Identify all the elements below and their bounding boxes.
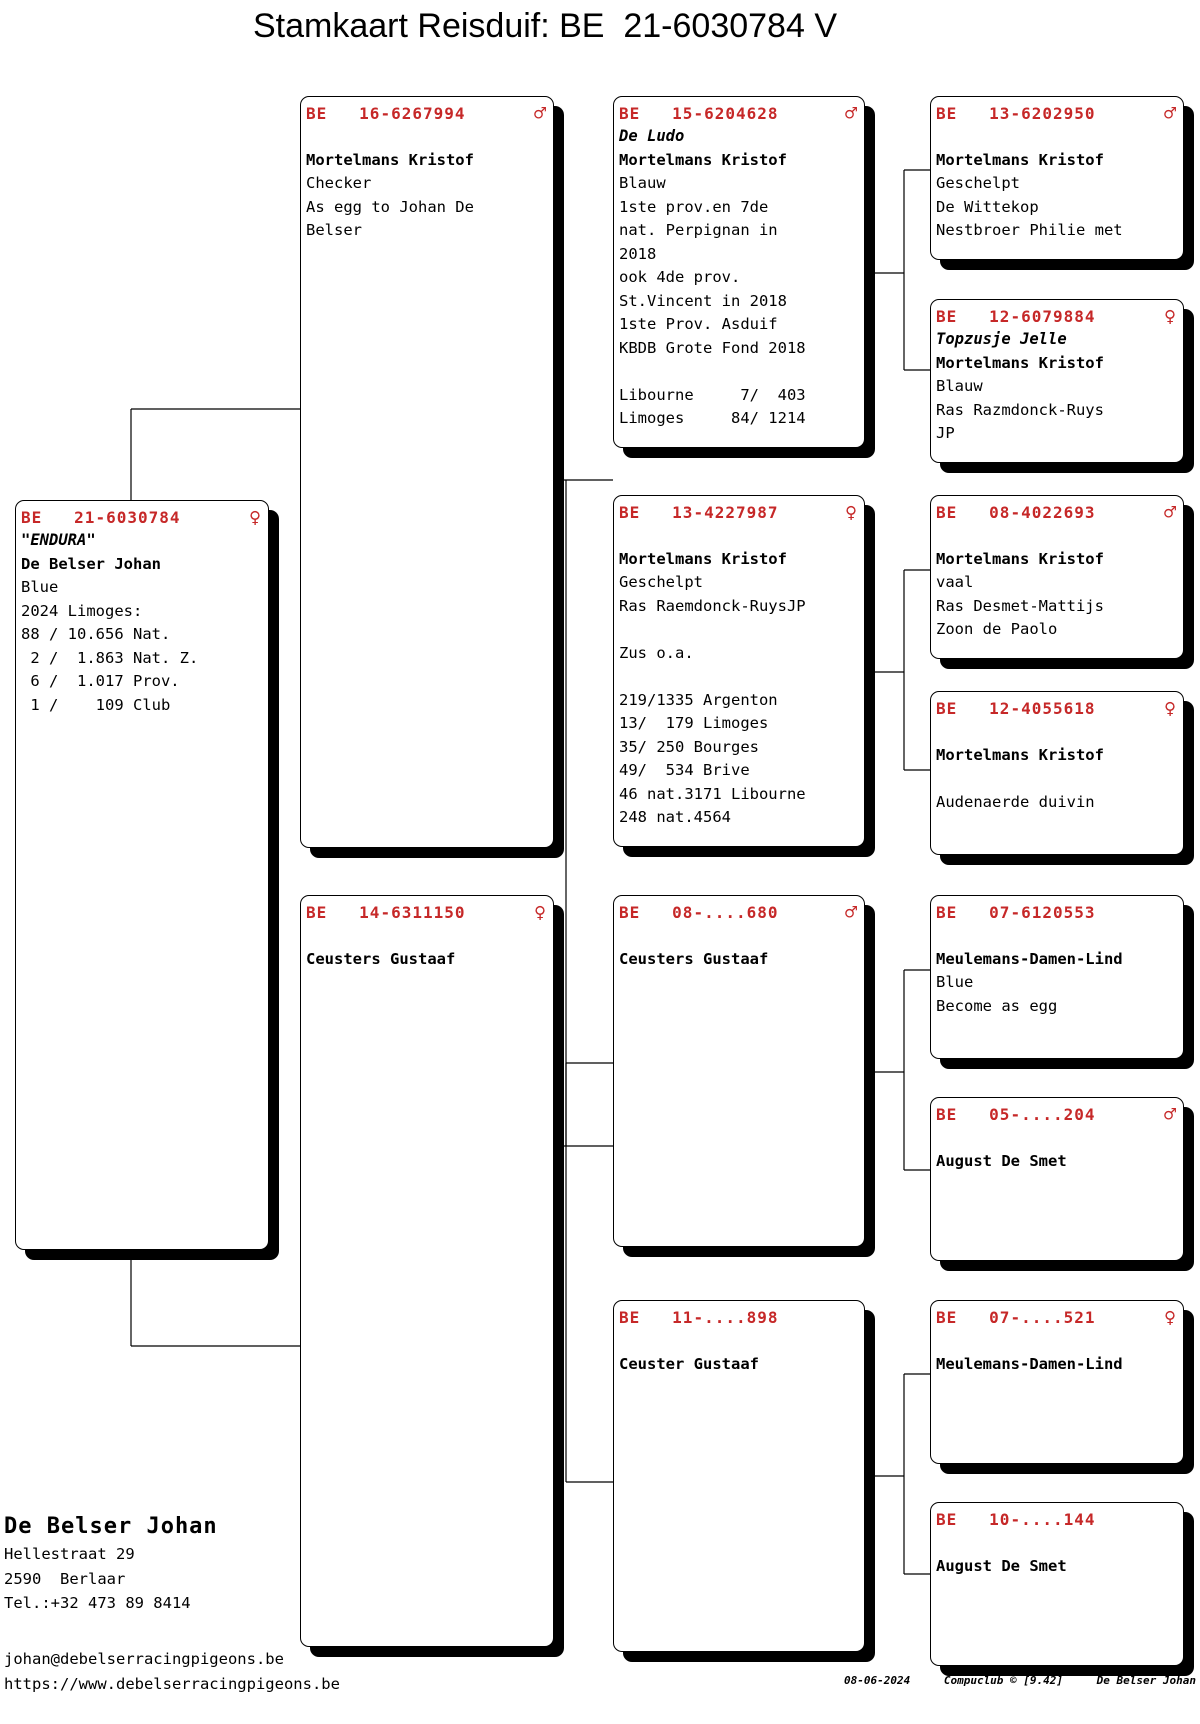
footer <box>844 1674 1196 1687</box>
country-code: BE <box>619 103 641 123</box>
pigeon-detail-line: Zus o.a. <box>619 643 694 662</box>
pigeon-detail-line: 35/ 250 Bourges <box>619 737 759 756</box>
pigeon-detail-line <box>936 1531 1177 1555</box>
pigeon-detail-line <box>936 767 1177 791</box>
sex-icon: ♀ <box>1163 696 1177 720</box>
pigeon-detail-line <box>619 524 858 548</box>
pigeon-detail-line: nat. Perpignan in <box>619 221 778 239</box>
pigeon-detail-line: Mortelmans Kristof <box>306 150 474 169</box>
pigeon-card-fmm <box>930 691 1184 855</box>
pigeon-detail-line: 1ste prov.en 7de <box>619 197 769 216</box>
pigeon-details <box>619 1329 858 1376</box>
pigeon-detail-line <box>936 524 1177 548</box>
country-code: BE <box>619 902 641 922</box>
software-credit: Compuclub © [9.42] <box>943 1674 1064 1687</box>
pigeon-detail-line: Audenaerde duivin <box>936 792 1095 811</box>
sex-icon: ♂ <box>844 900 858 924</box>
pigeon-card-mmm <box>930 1502 1184 1666</box>
pigeon-header <box>936 304 1177 328</box>
pigeon-detail-line <box>936 1126 1177 1150</box>
pigeon-details <box>936 924 1177 1018</box>
page-title: Stamkaart Reisduif: BE 21-6030784 V <box>253 7 837 45</box>
pigeon-header <box>306 101 547 125</box>
pigeon-details <box>21 529 262 717</box>
pigeon-card-mff <box>930 895 1184 1059</box>
ring-number: 21-6030784 <box>74 507 181 527</box>
country-code: BE <box>936 902 958 922</box>
owner-phone: Tel.:+32 473 89 8414 <box>4 1594 191 1612</box>
pigeon-detail-line: As egg to Johan De <box>306 197 474 216</box>
owner-block <box>4 1512 218 1616</box>
pigeon-detail-line <box>936 125 1177 149</box>
pigeon-card-ff <box>613 96 865 448</box>
ring-number: 13-6202950 <box>989 103 1096 123</box>
pigeon-detail-line: Geschelpt <box>619 573 703 591</box>
pigeon-details <box>306 924 547 971</box>
ring-number: 14-6311150 <box>359 902 466 922</box>
pigeon-detail-line: Blue <box>936 973 974 991</box>
pigeon-detail-line <box>619 1329 858 1353</box>
pigeon-header <box>619 1305 858 1329</box>
ring-number: 12-6079884 <box>989 306 1096 326</box>
pigeon-detail-line: Ras Raemdonck-RuysJP <box>619 596 806 615</box>
pigeon-header <box>21 505 262 529</box>
sex-icon: ♀ <box>1163 1305 1177 1329</box>
sex-icon: ♀ <box>844 500 858 524</box>
pigeon-detail-line: Zoon de Paolo <box>936 620 1058 638</box>
print-date: 08-06-2024 <box>844 1674 911 1687</box>
pigeon-detail-line: Mortelmans Kristof <box>936 353 1104 372</box>
pigeon-details <box>936 1531 1177 1578</box>
ring-number: 13-4227987 <box>672 502 779 522</box>
pigeon-detail-line: August De Smet <box>936 1556 1067 1575</box>
country-code: BE <box>936 698 958 718</box>
ring-number: 16-6267994 <box>359 103 466 123</box>
ring-number: 08-....680 <box>672 902 779 922</box>
owner-name: De Belser Johan <box>4 1514 218 1539</box>
pigeon-detail-line: Ras Desmet-Mattijs <box>936 596 1104 615</box>
pigeon-card-mother <box>300 895 554 1647</box>
pigeon-detail-line: JP <box>936 424 955 442</box>
pigeon-detail-line: Libourne 7/ 403 <box>619 385 806 404</box>
ring-number: 12-4055618 <box>989 698 1096 718</box>
pigeon-detail-line <box>619 665 858 689</box>
sex-icon: ♀ <box>248 505 262 529</box>
pigeon-detail-line: Nestbroer Philie met <box>936 221 1123 239</box>
ring-number: 05-....204 <box>989 1104 1096 1124</box>
pigeon-header <box>936 1102 1177 1126</box>
pigeon-header <box>936 1507 1177 1531</box>
country-code: BE <box>619 1307 641 1327</box>
ring-number: 11-....898 <box>672 1307 779 1327</box>
pigeon-detail-line <box>619 360 858 384</box>
pigeon-details <box>619 524 858 830</box>
pigeon-detail-line: St.Vincent in 2018 <box>619 291 787 310</box>
pigeon-header <box>936 696 1177 720</box>
pigeon-detail-line: "ENDURA" <box>21 531 96 549</box>
pigeon-detail-line <box>306 125 547 149</box>
ring-number: 07-....521 <box>989 1307 1096 1327</box>
country-code: BE <box>619 502 641 522</box>
pigeon-detail-line: 1 / 109 Club <box>21 695 171 714</box>
pigeon-detail-line <box>306 924 547 948</box>
country-code: BE <box>936 502 958 522</box>
pigeon-detail-line: Mortelmans Kristof <box>619 150 787 169</box>
pigeon-details <box>306 125 547 243</box>
footer-owner: De Belser Johan <box>1096 1674 1196 1687</box>
pigeon-detail-line: Blauw <box>619 174 666 192</box>
pigeon-detail-line: 248 nat.4564 <box>619 808 731 826</box>
pigeon-detail-line: 2 / 1.863 Nat. Z. <box>21 648 199 667</box>
pigeon-detail-line: 2024 Limoges: <box>21 601 143 620</box>
country-code: BE <box>936 1509 958 1529</box>
pigeon-detail-line <box>619 618 858 642</box>
pigeon-card-fmf <box>930 495 1184 659</box>
pigeon-detail-line: Ceusters Gustaaf <box>619 949 769 968</box>
pigeon-detail-line: 2018 <box>619 244 657 263</box>
country-code: BE <box>936 103 958 123</box>
pigeon-detail-line: Ras Razmdonck-Ruys <box>936 400 1104 419</box>
sex-icon: ♂ <box>1163 500 1177 524</box>
pigeon-detail-line: Blue <box>21 578 59 596</box>
sex-icon: ♂ <box>533 101 547 125</box>
pigeon-detail-line: Meulemans-Damen-Lind <box>936 1354 1123 1373</box>
ring-number: 07-6120553 <box>989 902 1096 922</box>
pigeon-card-subject <box>15 500 269 1250</box>
owner-street: Hellestraat 29 <box>4 1545 135 1563</box>
country-code: BE <box>306 902 328 922</box>
pigeon-card-mf <box>613 895 865 1247</box>
pigeon-detail-line <box>619 924 858 948</box>
pigeon-header <box>936 500 1177 524</box>
pigeon-card-fff <box>930 96 1184 260</box>
ring-number: 08-4022693 <box>989 502 1096 522</box>
pigeon-detail-line: De Ludo <box>619 127 685 145</box>
pigeon-detail-line: Mortelmans Kristof <box>936 549 1104 568</box>
pigeon-header <box>936 1305 1177 1329</box>
pigeon-header <box>619 500 858 524</box>
pigeon-detail-line: Limoges 84/ 1214 <box>619 409 806 427</box>
pigeon-detail-line: 1ste Prov. Asduif <box>619 315 778 333</box>
pigeon-detail-line: Mortelmans Kristof <box>619 549 787 568</box>
pigeon-header <box>306 900 547 924</box>
pigeon-header <box>936 900 1177 924</box>
pigeon-card-father <box>300 96 554 848</box>
pigeon-header <box>619 101 858 125</box>
sex-icon: ♂ <box>1163 1102 1177 1126</box>
ring-number: 10-....144 <box>989 1509 1096 1529</box>
pigeon-detail-line: Geschelpt <box>936 174 1020 192</box>
pigeon-detail-line: 46 nat.3171 Libourne <box>619 784 806 803</box>
pigeon-details <box>619 924 858 971</box>
pigeon-detail-line: August De Smet <box>936 1151 1067 1170</box>
country-code: BE <box>936 1104 958 1124</box>
pigeon-detail-line: Ceusters Gustaaf <box>306 949 456 968</box>
contact-block <box>4 1647 340 1696</box>
pigeon-details <box>936 720 1177 814</box>
pigeon-detail-line: 88 / 10.656 Nat. <box>21 625 171 643</box>
pigeon-detail-line: Belser <box>306 221 362 239</box>
country-code: BE <box>936 1307 958 1327</box>
pigeon-detail-line: 13/ 179 Limoges <box>619 714 769 732</box>
owner-city: 2590 Berlaar <box>4 1569 126 1588</box>
pigeon-detail-line: ook 4de prov. <box>619 268 741 286</box>
pigeon-detail-line: 49/ 534 Brive <box>619 761 750 779</box>
pigeon-card-mfm <box>930 1097 1184 1261</box>
pigeon-detail-line <box>936 1329 1177 1353</box>
pigeon-detail-line <box>936 720 1177 744</box>
pigeon-detail-line: Topzusje Jelle <box>936 330 1067 348</box>
owner-email: johan@debelserracingpigeons.be <box>4 1650 284 1668</box>
pigeon-details <box>936 328 1177 446</box>
pigeon-detail-line: Meulemans-Damen-Lind <box>936 949 1123 968</box>
sex-icon: ♂ <box>1163 101 1177 125</box>
pigeon-detail-line: De Wittekop <box>936 197 1039 216</box>
pigeon-detail-line: Mortelmans Kristof <box>936 745 1104 764</box>
pigeon-card-mmf <box>930 1300 1184 1464</box>
sex-icon: ♀ <box>533 900 547 924</box>
pigeon-card-ffm <box>930 299 1184 463</box>
owner-website: https://www.debelserracingpigeons.be <box>4 1674 340 1693</box>
ring-number: 15-6204628 <box>672 103 779 123</box>
pigeon-detail-line: KBDB Grote Fond 2018 <box>619 338 806 357</box>
pigeon-details <box>936 1329 1177 1376</box>
pigeon-details <box>619 125 858 431</box>
sex-icon: ♂ <box>844 101 858 125</box>
pigeon-details <box>936 524 1177 642</box>
country-code: BE <box>936 306 958 326</box>
pigeon-details <box>936 125 1177 243</box>
country-code: BE <box>306 103 328 123</box>
pigeon-detail-line: Mortelmans Kristof <box>936 150 1104 169</box>
pigeon-card-fm <box>613 495 865 847</box>
pigeon-detail-line: Become as egg <box>936 996 1058 1015</box>
pigeon-header <box>619 900 858 924</box>
pigeon-detail-line <box>936 924 1177 948</box>
pigeon-header <box>936 101 1177 125</box>
pigeon-detail-line: Blauw <box>936 377 983 395</box>
pigeon-detail-line: 6 / 1.017 Prov. <box>21 672 180 690</box>
pigeon-detail-line: vaal <box>936 573 974 591</box>
pigeon-card-mm <box>613 1300 865 1652</box>
sex-icon: ♀ <box>1163 304 1177 328</box>
pigeon-detail-line: Checker <box>306 174 372 192</box>
pigeon-detail-line: 219/1335 Argenton <box>619 690 778 709</box>
country-code: BE <box>21 507 43 527</box>
pigeon-detail-line: De Belser Johan <box>21 554 161 573</box>
pigeon-detail-line: Ceuster Gustaaf <box>619 1354 759 1373</box>
pigeon-details <box>936 1126 1177 1173</box>
